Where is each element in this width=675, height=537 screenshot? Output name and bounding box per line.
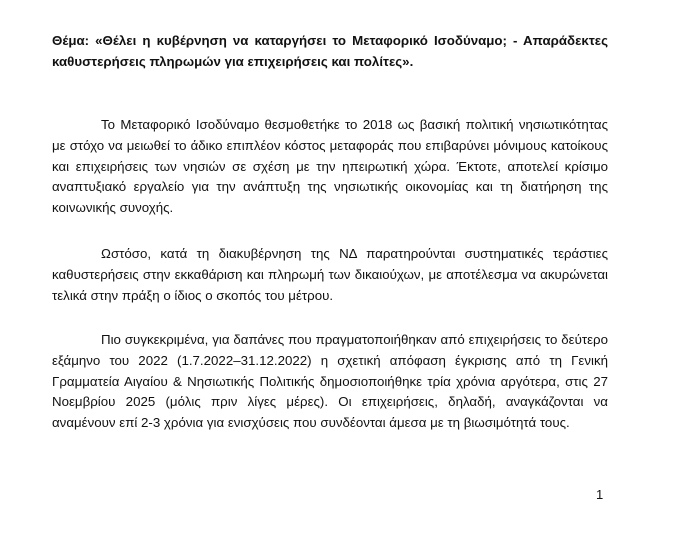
paragraph-introduction: Το Μεταφορικό Ισοδύναμο θεσμοθετήκε το 2018 ως βασική πολιτική νησιωτικότητας με στόχο να μειωθεί το άδικο επιπλέον κόστος μεταφοράς που επιβαρύνει μόνιμους κατοίκους και επιχειρήσεις των νησιών σε σχέση με την ηπειρωτική χώρα. Έκτοτε, αποτελεί κρίσιμο αναπτυξιακό εργαλείο για την ανάπτυξη της νησιωτικής οικονομίας και τη διατήρηση της κοινωνικής συνοχής. xyxy=(52,117,608,216)
page-number: 1 xyxy=(596,487,604,502)
paragraph-details: Πιο συγκεκριμένα, για δαπάνες που πραγματοποιήθηκαν από επιχειρήσεις το δεύτερο εξάμηνο του 2022 (1.7.2022–31.12.2022) η σχετική απόφαση έγκρισης από τη Γενική Γραμματεία Αιγαίου & Νησιωτικής Πολιτικής δημοσιοποιήθηκε τρία χρόνια αργότερα, στις 27 Νοεμβρίου 2025 (μόλις πριν λίγες μέρες). Οι επιχειρήσεις, δηλαδή, αναγκάζονται να αναμένουν επί 2-3 χρόνια για ενισχύσεις που συνδέονται άμεσα με τη βιωσιμότητά τους. xyxy=(52,332,608,431)
subject-line: Θέμα: «Θέλει η κυβέρνηση να καταργήσει το Μεταφορικό Ισοδύναμο; - Απαράδεκτες καθυστερήσεις πληρωμών για επιχειρήσεις και πολίτες». xyxy=(52,33,608,69)
paragraph-delays: Ωστόσο, κατά τη διακυβέρνηση της ΝΔ παρατηρούνται συστηματικές τεράστιες καθυστερήσεις στην εκκαθάριση και πληρωμή των δικαιούχων, με αποτέλεσμα να ακυρώνεται τελικά στην πράξη ο ίδιος ο σκοπός του μέτρου. xyxy=(52,246,608,303)
